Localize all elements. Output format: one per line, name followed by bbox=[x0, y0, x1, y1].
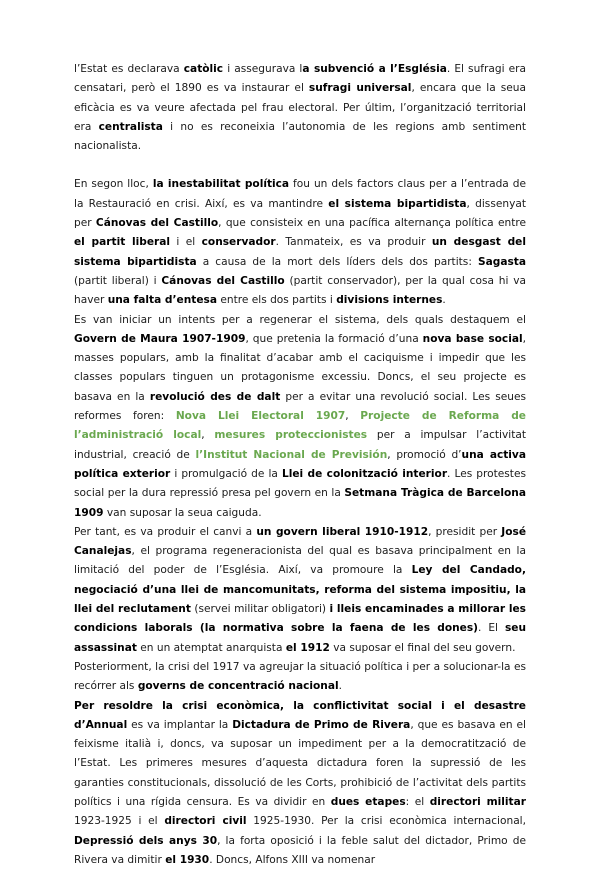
text-run: , encara que la seua eficàcia es va veure afectada pel frau electoral. Per últim, l’organització territorial era bbox=[74, 82, 526, 133]
text-run: , que es basava en el feixisme italià i, doncs, va suposar un impediment per a la democratització de l’Estat. Les primeres mesures d’aquesta dictadura foren la supressió de les garanties constitucionals, dissolució de les Corts, prohibició de l’activitat dels partits polítics i una rígida censura. Es va dividir en bbox=[74, 719, 526, 808]
text-run: l’Estat es declarava bbox=[74, 63, 184, 75]
text-run: . bbox=[339, 680, 342, 692]
bold-text: seu assassinat bbox=[74, 622, 526, 653]
document-page bbox=[74, 60, 526, 870]
bold-text: a subvenció a l’Església bbox=[302, 63, 446, 75]
highlighted-text: Projecte de Reforma de l’administració local bbox=[74, 410, 526, 441]
text-run: i no es reconeixia l’autonomia de les regions amb sentiment nacionalista. bbox=[74, 121, 526, 152]
text-run: . Doncs, Alfons XIII va nomenar bbox=[209, 854, 375, 866]
bold-text: i lleis encaminades a millorar les condicions laborals (la normativa sobre la faena de les dones) bbox=[74, 603, 526, 634]
text-run: , promoció d’ bbox=[387, 449, 461, 461]
text-run: . El sufragi era censatari, però el 1890 es va instaurar el bbox=[74, 63, 526, 94]
text-run: i el bbox=[170, 236, 202, 248]
bold-text: Dictadura de Primo de Rivera bbox=[232, 719, 410, 731]
paragraph-p3 bbox=[74, 311, 526, 523]
text-run: per a evitar una revolució social. Les seues reformes foren: bbox=[74, 391, 526, 422]
bold-text: Cánovas del Castillo bbox=[96, 217, 218, 229]
text-run: . Les protestes social per la dura repressió presa pel govern en la bbox=[74, 468, 526, 499]
text-run: , la forta oposició i la feble salut del dictador, Primo de Rivera va dimitir bbox=[74, 835, 526, 866]
text-run: En segon lloc, bbox=[74, 178, 153, 190]
bold-text: Ley del Candado, negociació d’una llei de mancomunitats, reforma del sistema impositiu, la llei del reclutament bbox=[74, 564, 526, 615]
paragraph-p4 bbox=[74, 523, 526, 658]
text-run: 1923-1925 i el bbox=[74, 815, 164, 827]
text-run: , el programa regeneracionista del qual es basava principalment en la limitació del poder de l’Església. Així, va promoure la bbox=[74, 545, 526, 576]
bold-text: Setmana Tràgica de Barcelona 1909 bbox=[74, 487, 526, 518]
text-run: Per tant, es va produir el canvi a bbox=[74, 526, 256, 538]
text-run: a causa de la mort dels líders dels dos partits: bbox=[197, 256, 478, 268]
bold-text: revolució des de dalt bbox=[150, 391, 280, 403]
bold-text: el partit liberal bbox=[74, 236, 170, 248]
bold-text: Depressió dels anys 30 bbox=[74, 835, 217, 847]
text-run: (servei militar obligatori) bbox=[191, 603, 330, 615]
bold-text: sufragi universal bbox=[309, 82, 412, 94]
highlighted-text: l’Institut Nacional de Previsión bbox=[196, 449, 388, 461]
bold-text: Govern de Maura 1907-1909 bbox=[74, 333, 245, 345]
bold-text: Cánovas del Castillo bbox=[161, 275, 284, 287]
bold-text: conservador bbox=[202, 236, 276, 248]
text-run: , bbox=[345, 410, 360, 422]
bold-text: directori militar bbox=[430, 796, 526, 808]
text-run: . El bbox=[478, 622, 505, 634]
highlighted-text: mesures proteccionistes bbox=[214, 429, 367, 441]
bold-text: directori civil bbox=[164, 815, 246, 827]
bold-text: el sistema bipartidista bbox=[328, 198, 466, 210]
text-run: , que consisteix en una pacífica alternança política entre bbox=[218, 217, 526, 229]
bold-text: Sagasta bbox=[478, 256, 526, 268]
text-run: Posteriorment, la crisi del 1917 va agreujar la situació política i per a solucionar-la es recórrer als bbox=[74, 661, 526, 692]
text-run: i promulgació de la bbox=[170, 468, 282, 480]
bold-text: José Canalejas bbox=[74, 526, 526, 557]
text-run: en un atemptat anarquista bbox=[137, 642, 286, 654]
text-run: , dissenyat per bbox=[74, 198, 526, 229]
bold-text: una falta d’entesa bbox=[108, 294, 217, 306]
text-run: per a impulsar l’activitat industrial, creació de bbox=[74, 429, 526, 460]
highlighted-text: Nova Llei Electoral 1907 bbox=[176, 410, 345, 422]
bold-text: catòlic bbox=[184, 63, 223, 75]
bold-text: nova base social bbox=[423, 333, 523, 345]
bold-text: un desgast del sistema bipartidista bbox=[74, 236, 526, 267]
paragraph-p5 bbox=[74, 658, 526, 697]
bold-text: centralista bbox=[99, 121, 163, 133]
paragraph-p6 bbox=[74, 697, 526, 870]
text-run: entre els dos partits i bbox=[217, 294, 336, 306]
text-run: . Tanmateix, es va produir bbox=[276, 236, 432, 248]
paragraph-p1 bbox=[74, 60, 526, 156]
text-run: 1925-1930. Per la crisi econòmica internacional, bbox=[247, 815, 526, 827]
text-run: es va implantar la bbox=[127, 719, 232, 731]
text-run: Es van iniciar un intents per a regenerar el sistema, dels quals destaquem el bbox=[74, 314, 526, 326]
text-run: va suposar el final del seu govern. bbox=[330, 642, 516, 654]
text-run: , que pretenia la formació d’una bbox=[245, 333, 422, 345]
text-run: i assegurava l bbox=[223, 63, 302, 75]
text-run: van suposar la seua caiguda. bbox=[104, 507, 262, 519]
bold-text: Per resoldre la crisi econòmica, la conflictivitat social i el desastre d’Annual bbox=[74, 700, 526, 731]
bold-text: un govern liberal 1910-1912 bbox=[256, 526, 428, 538]
text-run: fou un dels factors claus per a l’entrada de la Restauració en crisi. Així, es va mantindre bbox=[74, 178, 526, 209]
bold-text: el 1912 bbox=[286, 642, 330, 654]
text-run: , bbox=[201, 429, 214, 441]
bold-text: el 1930 bbox=[165, 854, 209, 866]
bold-text: Llei de colonització interior bbox=[282, 468, 447, 480]
text-run: . bbox=[442, 294, 445, 306]
bold-text: governs de concentració nacional bbox=[138, 680, 339, 692]
text-run: , presidit per bbox=[428, 526, 501, 538]
bold-text: una activa política exterior bbox=[74, 449, 526, 480]
text-run: : el bbox=[406, 796, 430, 808]
paragraph-p2 bbox=[74, 175, 526, 310]
bold-text: divisions internes bbox=[336, 294, 442, 306]
bold-text: la inestabilitat política bbox=[153, 178, 289, 190]
text-run: (partit liberal) i bbox=[74, 275, 161, 287]
text-run: , masses populars, amb la finalitat d’acabar amb el caciquisme i impedir que les classes populars tinguen un protagonisme excessiu. Doncs, el seu projecte es basava en la bbox=[74, 333, 526, 403]
bold-text: dues etapes bbox=[331, 796, 406, 808]
text-run: (partit conservador), per la qual cosa hi va haver bbox=[74, 275, 526, 306]
